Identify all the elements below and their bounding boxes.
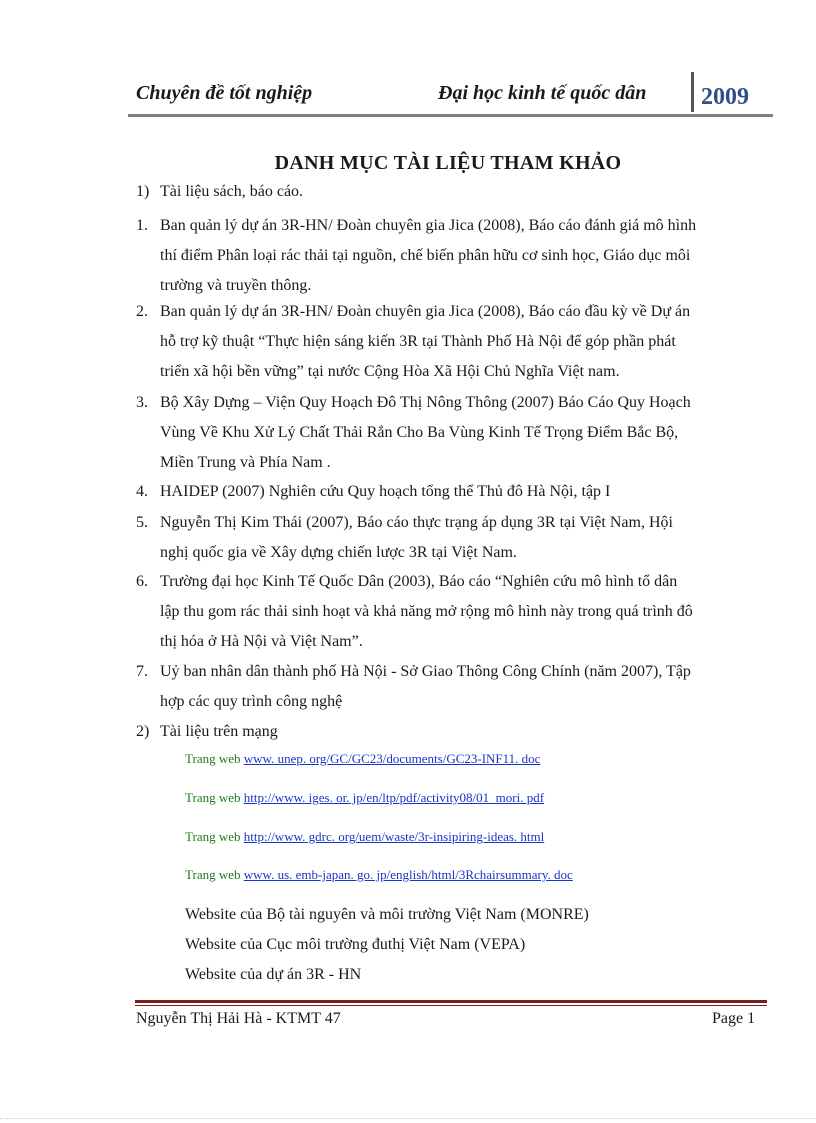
reference-item [160, 297, 760, 387]
header-university: Đại học kinh tế quốc dân [438, 82, 647, 104]
section2-number: 2) [136, 723, 150, 740]
reference-line: Trường đại học Kinh Tế Quốc Dân (2003), Báo cáo “Nghiên cứu mô hình tổ dân [160, 573, 678, 590]
footer-author: Nguyễn Thị Hải Hà - KTMT 47 [136, 1010, 341, 1027]
reference-line: thí điểm Phân loại rác thải tại nguồn, chế biến phân hữu cơ sinh học, Giáo dục môi [160, 247, 691, 264]
reference-item [160, 211, 760, 301]
reference-item [160, 477, 760, 507]
website-label: Trang web [185, 790, 241, 805]
reference-line: Uỷ ban nhân dân thành phố Hà Nội - Sở Giao Thông Công Chính (năm 2007), Tập [160, 663, 691, 680]
website-label: Trang web [185, 751, 241, 766]
website-entry [185, 751, 540, 767]
reference-line: triển xã hội bền vững” tại nước Cộng Hòa Xã Hội Chủ Nghĩa Việt nam. [160, 363, 620, 380]
reference-line: hỗ trợ kỹ thuật “Thực hiện sáng kiến 3R tại Thành Phố Hà Nội để góp phần phát [160, 333, 676, 350]
reference-line: nghị quốc gia về Xây dựng chiến lược 3R tại Việt Nam. [160, 544, 517, 561]
reference-line: Ban quản lý dự án 3R-HN/ Đoàn chuyên gia Jica (2008), Báo cáo đầu kỳ về Dự án [160, 303, 691, 320]
header-divider [691, 72, 694, 112]
page-header [128, 72, 773, 118]
website-link[interactable]: http://www. iges. or. jp/en/ltp/pdf/activity08/01_mori. pdf [243, 790, 545, 805]
reference-number: 5. [136, 514, 148, 531]
website-label: Trang web [185, 829, 241, 844]
website-entry [185, 829, 544, 845]
reference-item [160, 657, 760, 717]
section2-label: Tài liệu trên mạng [160, 723, 278, 740]
reference-line: Miền Trung và Phía Nam . [160, 454, 331, 471]
page-edge [0, 1118, 816, 1120]
website-description: Website của Cục môi trường đuthị Việt Nam (VEPA) [185, 936, 526, 953]
website-label: Trang web [185, 867, 241, 882]
reference-number: 2. [136, 303, 148, 320]
reference-item [160, 567, 760, 657]
section1-label: Tài liệu sách, báo cáo. [160, 183, 304, 200]
footer-rule-thin [135, 1005, 767, 1006]
website-link[interactable]: www. unep. org/GC/GC23/documents/GC23-INF11. doc [243, 751, 541, 766]
reference-line: Ban quản lý dự án 3R-HN/ Đoàn chuyên gia Jica (2008), Báo cáo đánh giá mô hình [160, 217, 697, 234]
header-year: 2009 [701, 84, 749, 110]
reference-line: Nguyễn Thị Kim Thái (2007), Báo cáo thực trạng áp dụng 3R tại Việt Nam, Hội [160, 514, 673, 531]
reference-number: 3. [136, 394, 148, 411]
reference-line: hợp các quy trình công nghệ [160, 693, 343, 710]
reference-number: 1. [136, 217, 148, 234]
reference-number: 6. [136, 573, 148, 590]
reference-number: 7. [136, 663, 148, 680]
website-link[interactable]: http://www. gdrc. org/uem/waste/3r-insipiring-ideas. html [243, 829, 545, 844]
website-entry [185, 790, 544, 806]
reference-line: HAIDEP (2007) Nghiên cứu Quy hoạch tổng thể Thủ đô Hà Nội, tập I [160, 483, 611, 500]
website-entry [185, 867, 573, 883]
reference-item [160, 508, 760, 568]
header-rule [128, 114, 773, 117]
website-description: Website của Bộ tài nguyên và môi trường Việt Nam (MONRE) [185, 906, 589, 923]
reference-line: Vùng Về Khu Xử Lý Chất Thải Rắn Cho Ba Vùng Kinh Tế Trọng Điểm Bắc Bộ, [160, 424, 679, 441]
website-description: Website của dự án 3R - HN [185, 966, 362, 983]
header-subject: Chuyên đề tốt nghiệp [136, 82, 313, 104]
footer-rule [135, 1000, 767, 1003]
reference-line: lập thu gom rác thải sinh hoạt và khả năng mở rộng mô hình này trong quá trình đô [160, 603, 693, 620]
section1-number: 1) [136, 183, 150, 200]
reference-line: Bộ Xây Dựng – Viện Quy Hoạch Đô Thị Nông Thông (2007) Báo Cáo Quy Hoạch [160, 394, 691, 411]
reference-line: trường và truyền thông. [160, 277, 312, 294]
reference-line: thị hóa ở Hà Nội và Việt Nam”. [160, 633, 363, 650]
reference-number: 4. [136, 483, 148, 500]
website-link[interactable]: www. us. emb-japan. go. jp/english/html/3Rchairsummary. doc [243, 867, 573, 882]
page-number: Page 1 [712, 1010, 756, 1027]
page-title: DANH MỤC TÀI LIỆU THAM KHẢO [274, 152, 622, 174]
reference-item [160, 388, 760, 478]
